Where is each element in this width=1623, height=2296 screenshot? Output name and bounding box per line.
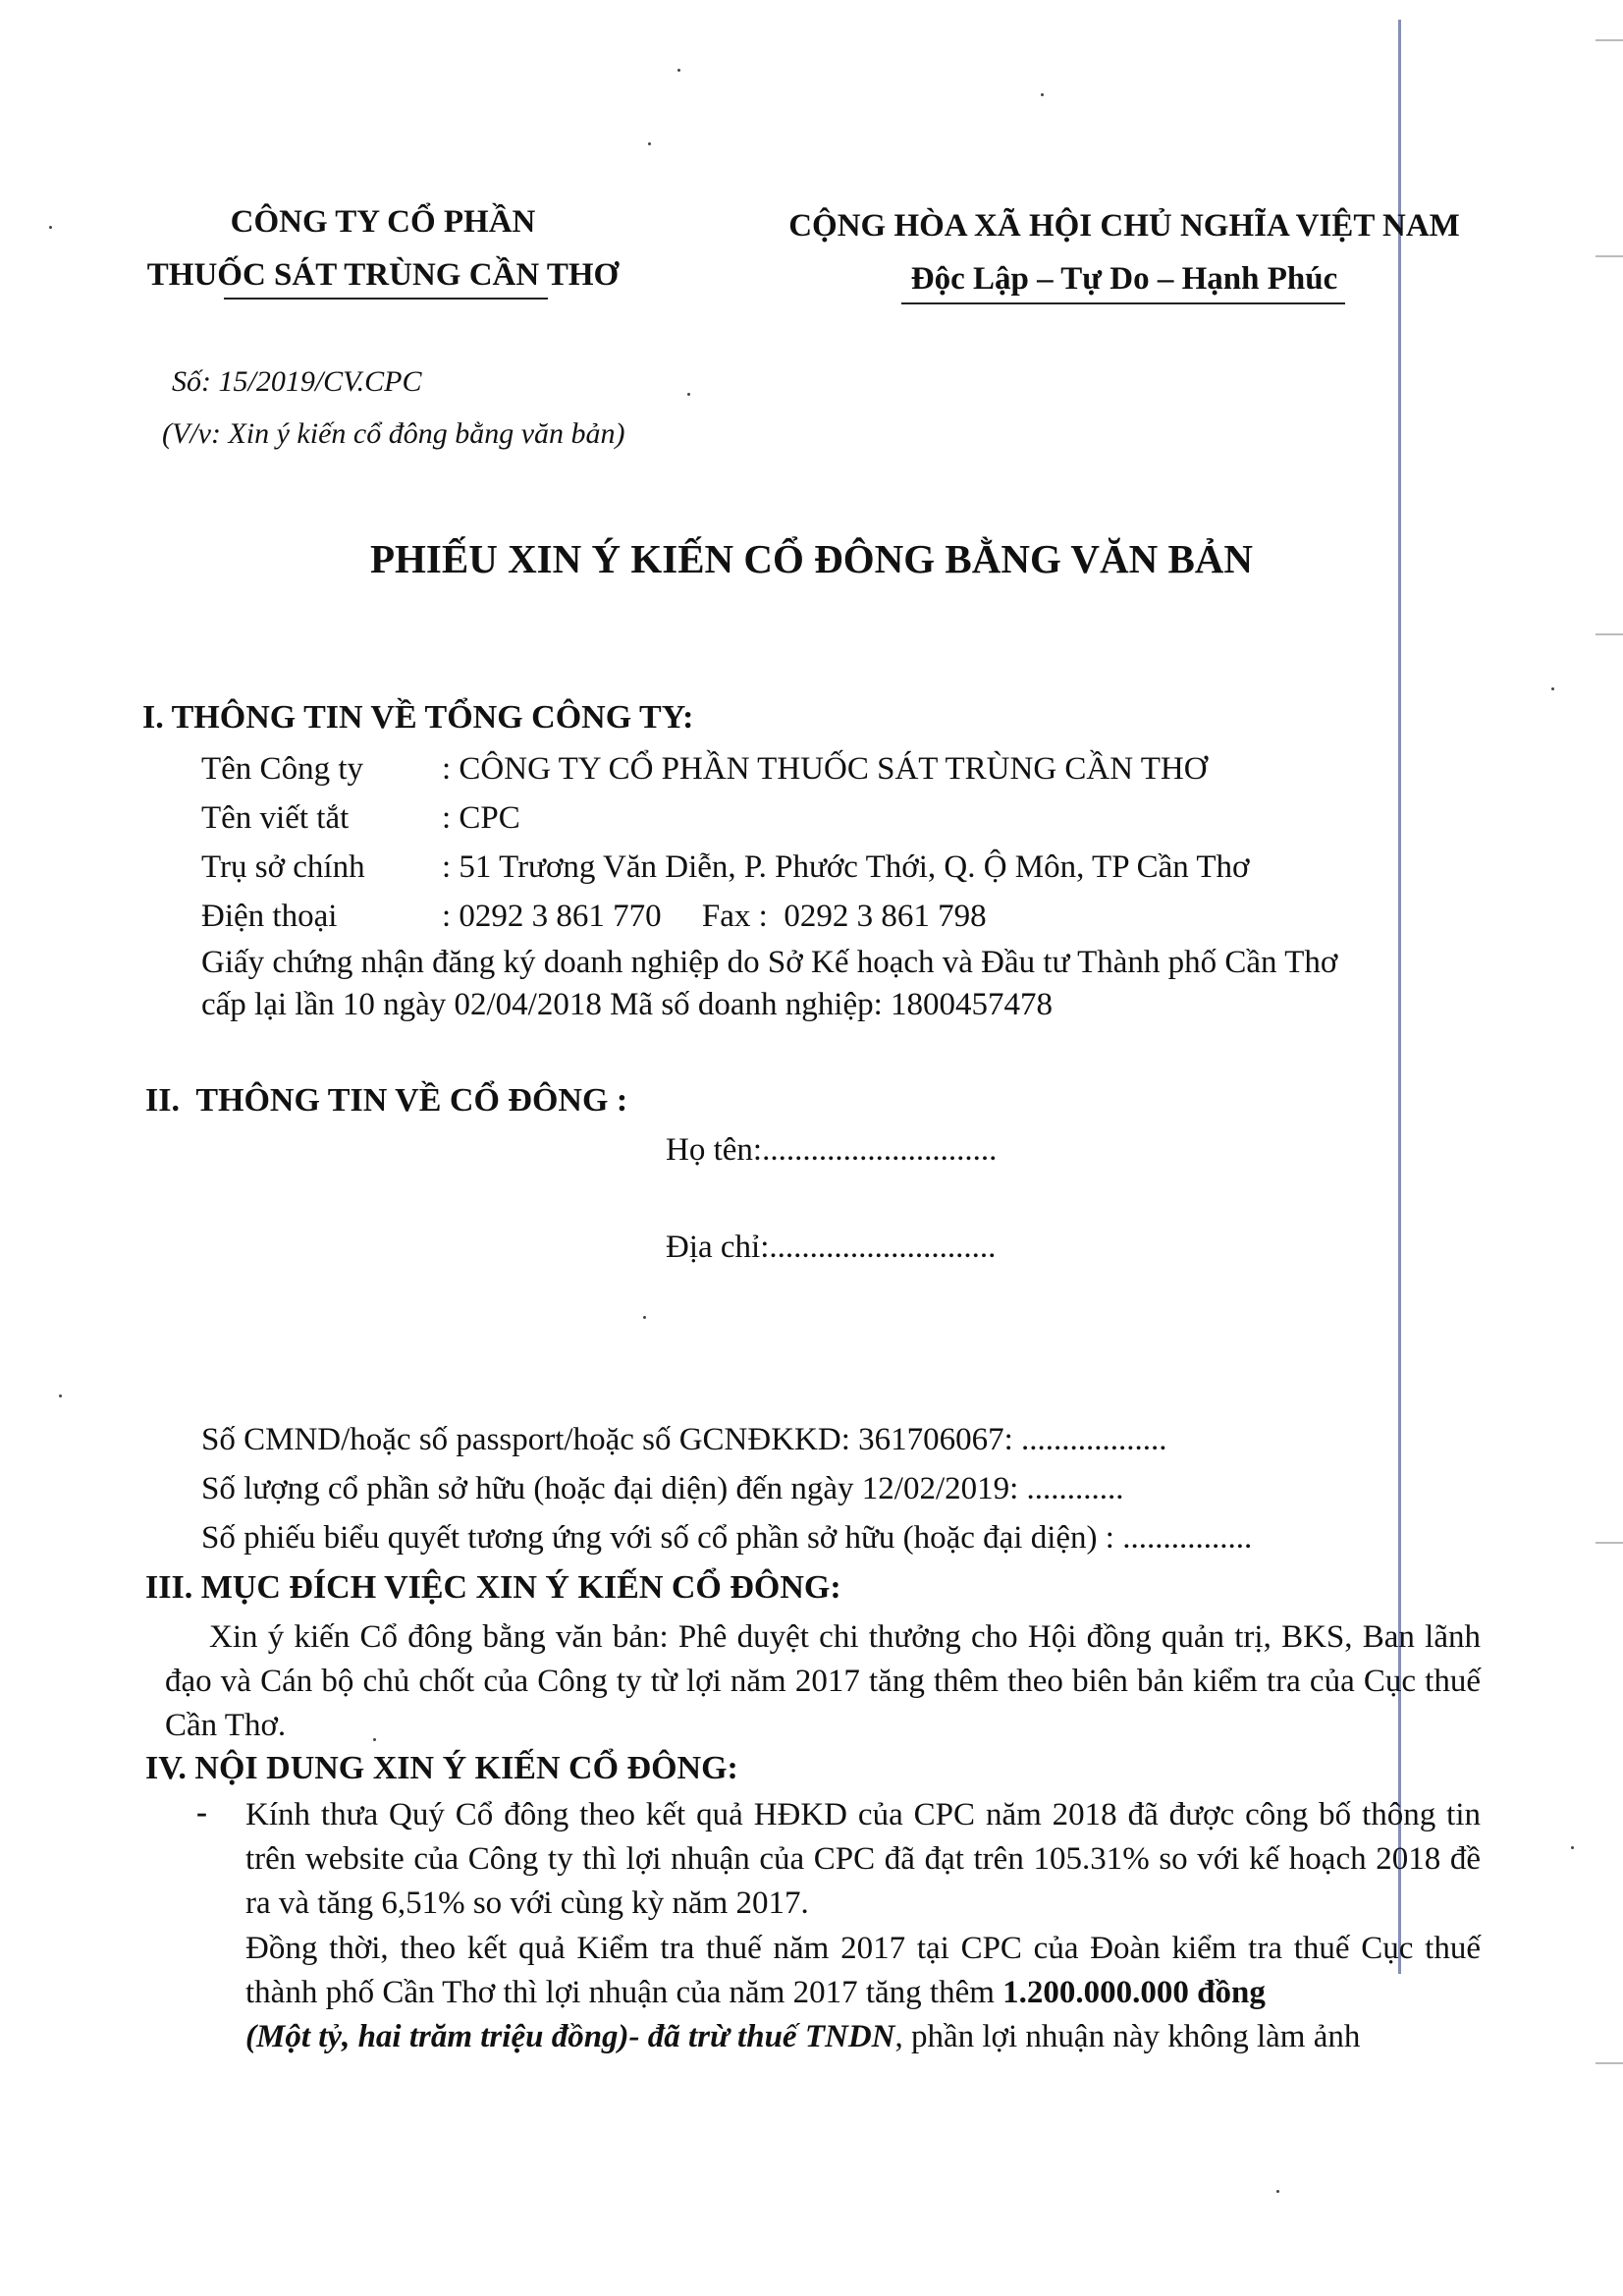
scan-speck (1276, 2190, 1279, 2193)
scan-speck (687, 393, 690, 396)
amount-words: (Một tỷ, hai trăm triệu đồng)- đã trừ thuế TNDN (245, 2019, 895, 2054)
head-office-label: Trụ sở chính (201, 849, 365, 885)
bullet-dash: - (196, 1795, 207, 1831)
company-name-line1: CÔNG TY CỔ PHẦN (230, 204, 536, 240)
page-title: PHIẾU XIN Ý KIẾN CỔ ĐÔNG BẰNG VĂN BẢN (369, 536, 1254, 581)
scan-edge-mark (1596, 633, 1623, 635)
scan-speck (677, 69, 680, 72)
scan-speck (1551, 687, 1554, 690)
scan-edge-mark (1596, 2062, 1623, 2064)
scan-speck (1041, 93, 1044, 96)
paragraph2-tail: , phần lợi nhuận này không làm ảnh (894, 2019, 1361, 2054)
document-subject: (V/v: Xin ý kiến cổ đông bằng văn bản) (162, 417, 625, 450)
motto-underline (901, 302, 1345, 304)
scan-speck (59, 1394, 62, 1397)
section2-heading: II. THÔNG TIN VỀ CỔ ĐÔNG : (145, 1082, 628, 1119)
scan-edge-mark (1596, 1542, 1623, 1544)
short-name-value: : CPC (442, 800, 520, 836)
section3-body: Xin ý kiến Cổ đông bằng văn bản: Phê duyệt chi thưởng cho Hội đồng quản trị, BKS, Ban lãnh đạo và Cán bộ chủ chốt của Công ty từ lợi năm 2017 tăng thêm theo biên bản kiểm tra của Cục thuế Cần Thơ. (165, 1619, 1481, 1743)
paragraph2-text: Đồng thời, theo kết quả Kiểm tra thuế năm 2017 tại CPC của Đoàn kiểm tra thuế Cục thuế thành phố Cần Thơ thì lợi nhuận của năm 2017 tăng thêm (245, 1931, 1481, 2010)
section4-heading: IV. NỘI DUNG XIN Ý KIẾN CỔ ĐÔNG: (145, 1750, 738, 1786)
business-cert-line2: cấp lại lần 10 ngày 02/04/2018 Mã số doanh nghiệp: 1800457478 (201, 987, 1054, 1022)
short-name-label: Tên viết tắt (201, 800, 350, 836)
scan-speck (49, 226, 52, 229)
company-underline (224, 298, 548, 300)
shareholder-address-field: Địa chỉ:............................ (666, 1230, 997, 1265)
shares-owned-line: Số lượng cổ phần sở hữu (hoặc đại diện) đến ngày 12/02/2019: ............ (201, 1471, 1124, 1506)
scan-speck (648, 142, 651, 145)
id-number-line: Số CMND/hoặc số passport/hoặc số GCNĐKKD: 361706067: .................. (201, 1422, 1167, 1457)
document-number: Số: 15/2019/CV.CPC (172, 365, 422, 398)
company-name-line2: THUỐC SÁT TRÙNG CẦN THƠ (146, 257, 620, 293)
amount-figure: 1.200.000.000 đồng (1002, 1975, 1266, 2010)
scan-speck (643, 1316, 646, 1319)
scan-edge-mark (1596, 255, 1623, 257)
company-name-label: Tên Công ty (201, 751, 363, 787)
national-motto: Độc Lập – Tự Do – Hạnh Phúc (910, 261, 1338, 297)
section4-bullet-text: Kính thưa Quý Cổ đông theo kết quả HĐKD của CPC năm 2018 đã được công bố thông tin trên website của Công ty thì lợi nhuận của CPC đã đạt trên 105.31% so với kế hoạch 2018 đề ra và tăng 6,51% so với cùng kỳ năm 2017. (245, 1797, 1481, 1921)
head-office-value: : 51 Trương Văn Diễn, P. Phước Thới, Q. Ộ Môn, TP Cần Thơ (442, 849, 1250, 885)
section4-paragraph2 (245, 1927, 1481, 2059)
scan-edge-mark (1596, 39, 1623, 41)
scan-speck (1571, 1846, 1574, 1849)
phone-label: Điện thoại (201, 899, 338, 934)
vote-count-line: Số phiếu biểu quyết tương ứng với số cổ phần sở hữu (hoặc đại diện) : ................ (201, 1520, 1253, 1556)
section3-heading: III. MỤC ĐÍCH VIỆC XIN Ý KIẾN CỔ ĐÔNG: (145, 1569, 841, 1606)
company-name-value: : CÔNG TY CỔ PHẦN THUỐC SÁT TRÙNG CẦN THƠ (442, 751, 1208, 787)
national-title: CỘNG HÒA XÃ HỘI CHỦ NGHĨA VIỆT NAM (788, 208, 1460, 244)
business-cert-line1: Giấy chứng nhận đăng ký doanh nghiệp do Sở Kế hoạch và Đầu tư Thành phố Cần Thơ (201, 945, 1338, 980)
phone-fax-value: : 0292 3 861 770 Fax : 0292 3 861 798 (442, 899, 987, 934)
shareholder-name-field: Họ tên:............................. (666, 1132, 998, 1168)
section1-heading: I. THÔNG TIN VỀ TỔNG CÔNG TY: (142, 699, 694, 736)
